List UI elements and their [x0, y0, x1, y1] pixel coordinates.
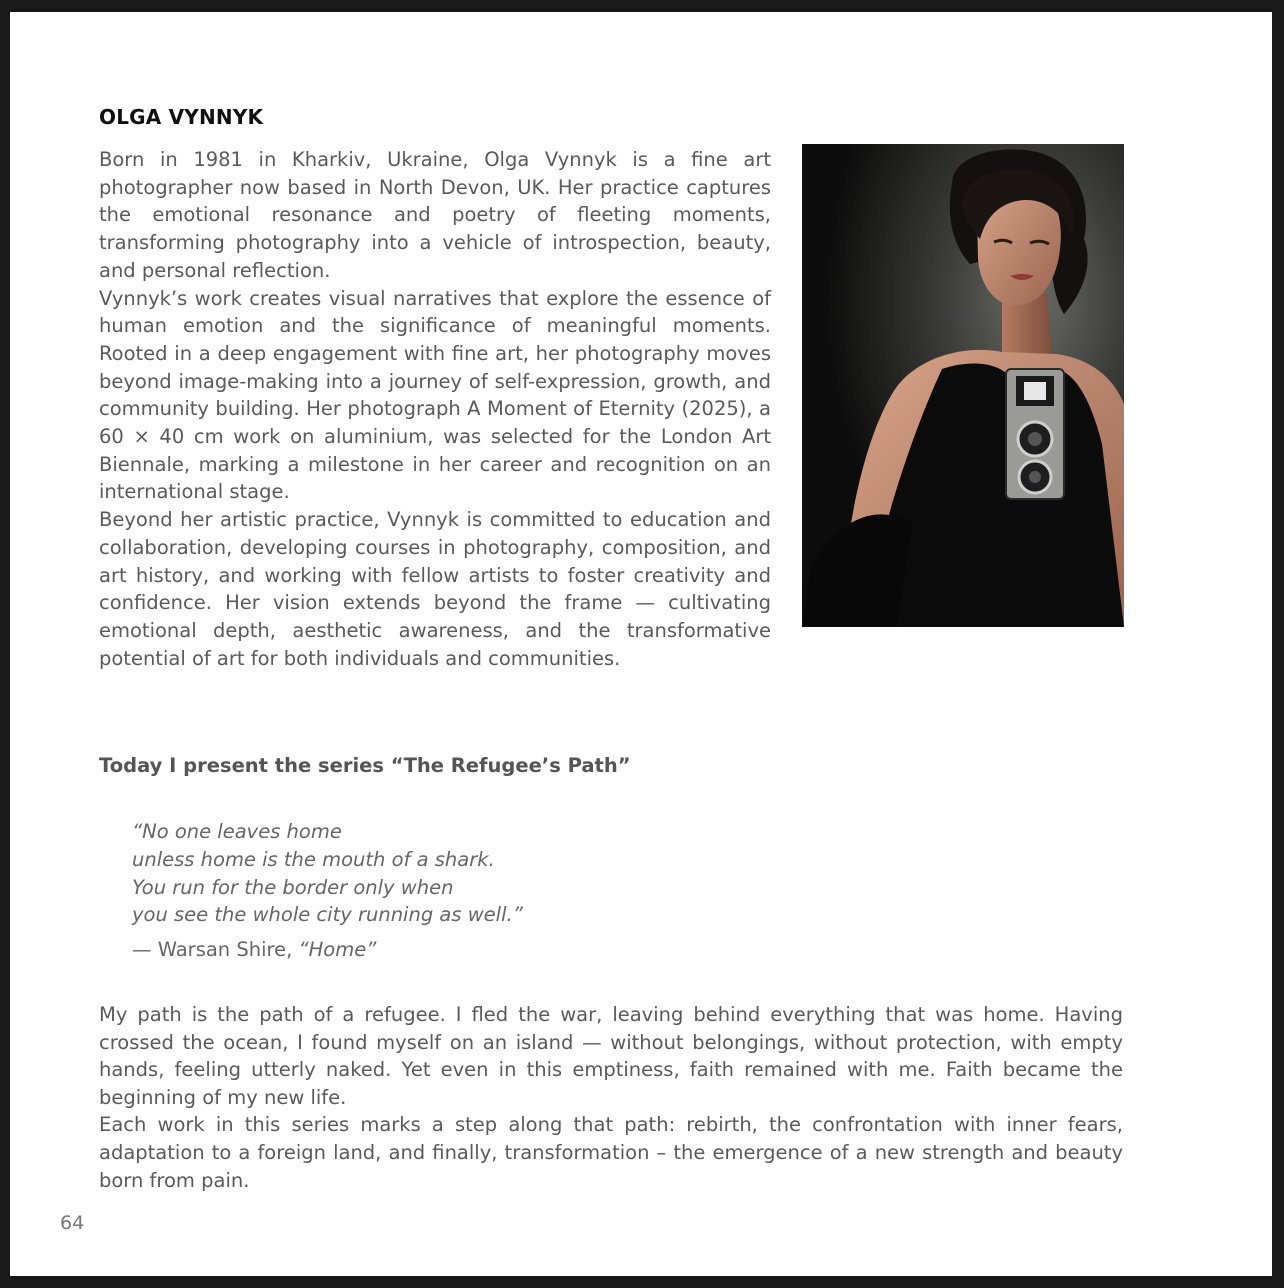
poem-line: You run for the border only when	[132, 875, 454, 899]
poem-line: unless home is the mouth of a shark.	[132, 847, 495, 871]
artist-bio	[99, 146, 771, 672]
page-number: 64	[60, 1212, 85, 1234]
bio-paragraph: Vynnyk’s work creates visual narratives that explore the essence of human emotion and the significance of meaningful moments. Rooted in a deep engagement with fine art, her photography moves beyond image-making into a journey of self-expression, growth, and community building. Her photograph A Moment of Eternity (2025), a 60 × 40 cm work on aluminium, was selected for the London Art Biennale, marking a milestone in her career and recognition on an international stage.	[99, 286, 771, 504]
statement-paragraph: Each work in this series marks a step along that path: rebirth, the confrontation with inner fears, adaptation to a foreign land, and finally, transformation – the emergence of a new strength and beauty born from pain.	[99, 1113, 1123, 1192]
portrait-illustration	[802, 144, 1124, 627]
attribution-author: — Warsan Shire,	[132, 938, 299, 961]
poem-line: “No one leaves home	[132, 820, 342, 843]
attribution-work: “Home”	[298, 938, 377, 961]
statement-paragraph: My path is the path of a refugee. I fled the war, leaving behind everything that was home. Having crossed the ocean, I found myself on an island — without belongings, without protection, with empty hands, feeling utterly naked. Yet even in this emptiness, faith remained with me. Faith became the beginning of my new life.	[99, 1003, 1123, 1109]
series-statement	[99, 1001, 1123, 1194]
poem-line: you see the whole city running as well.”	[132, 903, 523, 927]
series-heading: Today I present the series “The Refugee’s Path”	[99, 754, 631, 777]
artist-name: OLGA VYNNYK	[99, 105, 264, 129]
artist-portrait-photo	[802, 144, 1124, 627]
page	[10, 12, 1272, 1276]
poem-quote	[132, 818, 523, 929]
bio-paragraph: Beyond her artistic practice, Vynnyk is committed to education and collaboration, developing courses in photography, composition, and art history, and working with fellow artists to foster creativity and confidence. Her vision extends beyond the frame — cultivating emotional depth, aesthetic awareness, and the transformative potential of art for both individuals and communities.	[99, 508, 771, 670]
bio-paragraph: Born in 1981 in Kharkiv, Ukraine, Olga Vynnyk is a fine art photographer now based in North Devon, UK. Her practice captures the emotional resonance and poetry of fleeting moments, transforming photography into a vehicle of introspection, beauty, and personal reflection.	[99, 148, 771, 282]
poem-attribution	[132, 938, 376, 961]
